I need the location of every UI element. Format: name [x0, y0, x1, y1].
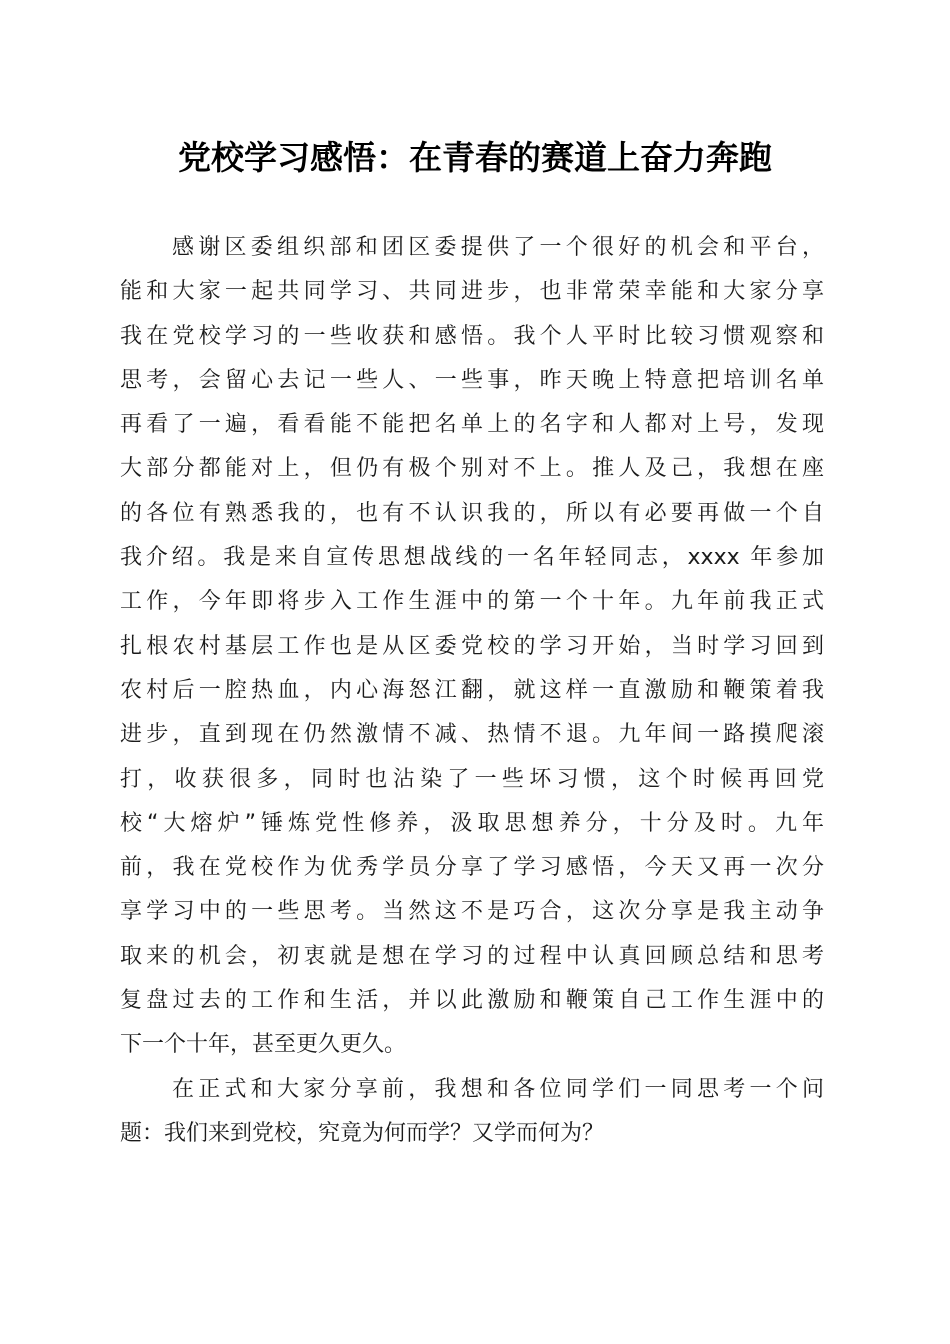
text-line: 前，我在党校作为优秀学员分享了学习感悟，今天又再一次分 [120, 855, 824, 881]
text-line: 工作，今年即将步入工作生涯中的第一个十年。九年前我正式 [120, 589, 824, 615]
document-title: 党校学习感悟：在青春的赛道上奋力奔跑 [178, 138, 772, 177]
text-line: 思考，会留心去记一些人、一些事，昨天晚上特意把培训名单 [120, 367, 824, 393]
text-line: 大部分都能对上，但仍有极个别对不上。推人及己，我想在座 [120, 456, 824, 482]
text-line: 我介绍。我是来自宣传思想战线的一名年轻同志，xxxx 年参加 [120, 545, 824, 571]
text-line: 再看了一遍，看看能不能把名单上的名字和人都对上号，发现 [120, 412, 824, 438]
paragraph-1 [120, 226, 824, 1068]
text-line: 农村后一腔热血，内心海怒江翻，就这样一直激励和鞭策着我 [120, 677, 824, 703]
text-line: 享学习中的一些思考。当然这不是巧合，这次分享是我主动争 [120, 899, 824, 925]
text-line: 打，收获很多，同时也沾染了一些坏习惯，这个时候再回党 [120, 766, 824, 792]
text-line: 复盘过去的工作和生活，并以此激励和鞭策自己工作生涯中的 [120, 988, 824, 1014]
text-line: 进步，直到现在仍然激情不减、热情不退。九年间一路摸爬滚 [120, 722, 824, 748]
text-line: 能和大家一起共同学习、共同进步，也非常荣幸能和大家分享 [120, 279, 824, 305]
text-line: 感谢区委组织部和团区委提供了一个很好的机会和平台， [172, 235, 824, 260]
text-line: 题：我们来到党校，究竟为何而学？又学而何为？ [120, 1120, 605, 1146]
text-line: 的各位有熟悉我的，也有不认识我的，所以有必要再做一个自 [120, 500, 824, 526]
text-line: 下一个十年，甚至更久更久。 [120, 1032, 407, 1058]
paragraph-2 [120, 1068, 824, 1157]
text-line: 取来的机会，初衷就是想在学习的过程中认真回顾总结和思考 [120, 943, 824, 969]
text-line: 我在党校学习的一些收获和感悟。我个人平时比较习惯观察和 [120, 323, 824, 349]
text-line: 校“大熔炉”锤炼党性修养，汲取思想养分，十分及时。九年 [120, 810, 824, 836]
document-body [120, 226, 824, 1156]
text-line: 扎根农村基层工作也是从区委党校的学习开始，当时学习回到 [120, 633, 824, 659]
text-line: 在正式和大家分享前，我想和各位同学们一同思考一个问 [172, 1076, 824, 1102]
